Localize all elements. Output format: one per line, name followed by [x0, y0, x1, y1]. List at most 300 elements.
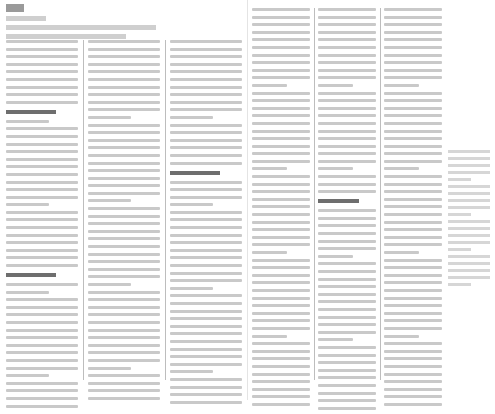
text-line: [170, 162, 242, 165]
text-line: [88, 169, 160, 172]
section-heading: [6, 110, 56, 114]
text-line: [170, 211, 242, 214]
text-line: [252, 23, 310, 26]
text-line: [252, 373, 310, 376]
footnote-line: [448, 213, 471, 216]
text-line: [88, 55, 160, 58]
text-line: [252, 319, 310, 322]
text-line: [318, 99, 376, 102]
text-line: [6, 165, 78, 168]
text-line: [318, 92, 376, 95]
text-line: [384, 152, 442, 155]
footnote-line: [448, 150, 490, 153]
text-line: [318, 338, 353, 341]
text-line: [384, 183, 442, 186]
text-line: [170, 325, 242, 328]
footnote-line: [448, 220, 490, 223]
text-line: [384, 297, 442, 300]
text-line: [318, 8, 376, 11]
text-line: [88, 275, 160, 278]
text-line: [170, 287, 213, 290]
section-heading: [170, 171, 220, 175]
text-line: [170, 294, 242, 297]
text-line: [88, 177, 160, 180]
right-column-3: [384, 8, 442, 410]
text-line: [318, 285, 376, 288]
text-line: [88, 131, 160, 134]
text-line: [170, 363, 242, 366]
text-line: [88, 329, 160, 332]
text-line: [318, 354, 376, 357]
text-line: [318, 38, 376, 41]
footnote-line: [448, 157, 490, 160]
text-line: [6, 291, 49, 294]
text-line: [170, 139, 242, 142]
text-line: [6, 86, 78, 89]
footnote-line: [448, 206, 490, 209]
text-line: [318, 270, 376, 273]
text-line: [88, 313, 160, 316]
text-line: [252, 236, 310, 239]
text-line: [88, 374, 160, 377]
text-line: [88, 367, 131, 370]
text-line: [170, 348, 242, 351]
text-line: [88, 215, 160, 218]
text-line: [252, 152, 310, 155]
text-line: [318, 331, 376, 334]
text-line: [170, 101, 242, 104]
text-line: [6, 48, 78, 51]
text-line: [318, 61, 376, 64]
text-line: [6, 158, 78, 161]
text-line: [88, 344, 160, 347]
article-subtitle-en: [6, 34, 126, 39]
text-line: [6, 405, 78, 408]
text-line: [318, 84, 353, 87]
right-column-1: [252, 8, 310, 410]
text-line: [170, 188, 242, 191]
text-line: [88, 78, 160, 81]
text-line: [384, 342, 442, 345]
text-line: [6, 359, 78, 362]
text-line: [6, 321, 78, 324]
text-line: [88, 40, 160, 43]
right-page: [248, 0, 495, 400]
text-line: [170, 124, 242, 127]
text-line: [88, 108, 160, 111]
section-heading: [6, 273, 56, 277]
text-line: [384, 76, 442, 79]
text-line: [318, 46, 376, 49]
text-line: [170, 63, 242, 66]
text-line: [6, 101, 78, 104]
text-line: [170, 370, 213, 373]
text-line: [88, 222, 160, 225]
text-line: [318, 217, 376, 220]
text-line: [318, 376, 376, 379]
text-line: [6, 150, 78, 153]
text-line: [170, 264, 242, 267]
text-line: [384, 54, 442, 57]
text-line: [88, 93, 160, 96]
text-line: [318, 54, 376, 57]
text-line: [88, 253, 160, 256]
text-line: [6, 120, 49, 123]
text-line: [252, 46, 310, 49]
text-line: [170, 93, 242, 96]
text-line: [170, 241, 242, 244]
text-line: [252, 266, 310, 269]
text-line: [318, 114, 376, 117]
text-line: [88, 245, 160, 248]
footnote-line: [448, 178, 471, 181]
text-line: [6, 143, 78, 146]
article-title: [6, 4, 24, 12]
text-line: [252, 122, 310, 125]
text-line: [6, 234, 78, 237]
footnote-line: [448, 248, 471, 251]
text-line: [170, 256, 242, 259]
text-line: [252, 342, 310, 345]
text-line: [170, 378, 242, 381]
text-line: [252, 335, 287, 338]
text-line: [318, 152, 376, 155]
text-line: [252, 84, 287, 87]
text-line: [6, 218, 78, 221]
text-line: [88, 351, 160, 354]
text-line: [88, 116, 131, 119]
text-line: [252, 69, 310, 72]
text-line: [252, 259, 310, 262]
text-line: [6, 93, 78, 96]
text-line: [170, 86, 242, 89]
text-line: [88, 389, 160, 392]
article-header: [6, 4, 206, 43]
text-line: [384, 122, 442, 125]
text-line: [252, 205, 310, 208]
text-line: [170, 70, 242, 73]
text-line: [384, 236, 442, 239]
text-line: [252, 8, 310, 11]
section-heading: [318, 199, 359, 203]
text-line: [6, 70, 78, 73]
text-line: [6, 283, 78, 286]
column-rule: [83, 40, 84, 380]
text-line: [88, 192, 160, 195]
text-line: [384, 289, 442, 292]
text-line: [252, 107, 310, 110]
left-page-footer: [6, 390, 9, 396]
text-line: [384, 312, 442, 315]
text-line: [6, 188, 78, 191]
text-line: [318, 190, 376, 193]
text-line: [6, 298, 78, 301]
text-line: [384, 373, 442, 376]
text-line: [6, 397, 78, 400]
text-line: [6, 351, 78, 354]
text-line: [88, 230, 160, 233]
text-line: [6, 344, 78, 347]
text-line: [384, 84, 419, 87]
text-line: [252, 251, 287, 254]
text-line: [88, 154, 160, 157]
column-rule: [380, 8, 381, 380]
text-line: [170, 203, 213, 206]
text-line: [384, 266, 442, 269]
text-line: [384, 243, 442, 246]
text-line: [384, 350, 442, 353]
text-line: [252, 99, 310, 102]
footnote-line: [448, 171, 490, 174]
text-line: [6, 63, 78, 66]
text-line: [170, 218, 242, 221]
text-line: [384, 23, 442, 26]
text-line: [170, 226, 242, 229]
text-line: [6, 40, 78, 43]
text-line: [252, 228, 310, 231]
text-line: [170, 116, 213, 119]
text-line: [384, 357, 442, 360]
text-line: [318, 183, 376, 186]
text-line: [88, 199, 131, 202]
text-line: [88, 397, 160, 400]
text-line: [170, 272, 242, 275]
text-line: [318, 392, 376, 395]
text-line: [88, 260, 160, 263]
text-line: [384, 281, 442, 284]
text-line: [252, 403, 310, 406]
text-line: [6, 226, 78, 229]
text-line: [384, 319, 442, 322]
right-page-footer: [486, 390, 489, 396]
text-line: [384, 137, 442, 140]
text-line: [252, 312, 310, 315]
text-line: [384, 380, 442, 383]
text-line: [6, 367, 78, 370]
text-line: [318, 122, 376, 125]
text-line: [88, 321, 160, 324]
text-line: [384, 327, 442, 330]
text-line: [318, 167, 353, 170]
text-line: [384, 167, 419, 170]
text-line: [252, 183, 310, 186]
text-line: [252, 274, 310, 277]
text-line: [6, 78, 78, 81]
text-line: [170, 302, 242, 305]
text-line: [318, 240, 376, 243]
text-line: [6, 241, 78, 244]
text-line: [6, 196, 78, 199]
text-line: [384, 274, 442, 277]
text-line: [252, 31, 310, 34]
text-line: [318, 130, 376, 133]
text-line: [6, 313, 78, 316]
text-line: [170, 196, 242, 199]
text-line: [88, 291, 160, 294]
text-line: [384, 259, 442, 262]
text-line: [384, 198, 442, 201]
text-line: [252, 145, 310, 148]
text-line: [384, 61, 442, 64]
text-line: [170, 279, 242, 282]
text-line: [252, 16, 310, 19]
text-line: [252, 114, 310, 117]
text-line: [252, 175, 310, 178]
text-line: [170, 234, 242, 237]
text-line: [318, 209, 376, 212]
text-line: [252, 160, 310, 163]
text-line: [252, 137, 310, 140]
text-line: [88, 306, 160, 309]
text-line: [88, 336, 160, 339]
text-line: [252, 388, 310, 391]
footnote-line: [448, 269, 490, 272]
text-line: [252, 213, 310, 216]
text-line: [170, 401, 242, 404]
text-line: [318, 31, 376, 34]
text-line: [384, 92, 442, 95]
text-line: [170, 48, 242, 51]
text-line: [252, 365, 310, 368]
text-line: [384, 114, 442, 117]
footnote-line: [448, 192, 490, 195]
text-line: [384, 16, 442, 19]
text-line: [318, 262, 376, 265]
text-line: [384, 99, 442, 102]
text-line: [252, 167, 287, 170]
text-line: [6, 203, 49, 206]
text-line: [170, 181, 242, 184]
left-column-3: [170, 40, 242, 408]
text-line: [318, 175, 376, 178]
text-line: [318, 160, 376, 163]
text-line: [88, 382, 160, 385]
text-line: [88, 283, 131, 286]
text-line: [318, 407, 376, 410]
left-page: [0, 0, 247, 400]
text-line: [384, 107, 442, 110]
text-line: [318, 16, 376, 19]
text-line: [170, 55, 242, 58]
text-line: [384, 221, 442, 224]
text-line: [170, 310, 242, 313]
text-line: [252, 92, 310, 95]
text-line: [6, 264, 78, 267]
text-line: [384, 31, 442, 34]
text-line: [318, 278, 376, 281]
text-line: [88, 237, 160, 240]
text-line: [384, 38, 442, 41]
text-line: [170, 355, 242, 358]
text-line: [88, 207, 160, 210]
text-line: [88, 86, 160, 89]
text-line: [6, 306, 78, 309]
text-line: [252, 61, 310, 64]
text-line: [88, 63, 160, 66]
text-line: [170, 108, 242, 111]
text-line: [252, 357, 310, 360]
text-line: [318, 76, 376, 79]
text-line: [170, 317, 242, 320]
text-line: [252, 380, 310, 383]
text-line: [384, 335, 419, 338]
text-line: [88, 268, 160, 271]
text-line: [252, 350, 310, 353]
text-line: [384, 175, 442, 178]
text-line: [88, 139, 160, 142]
text-line: [252, 243, 310, 246]
text-line: [252, 297, 310, 300]
text-line: [384, 395, 442, 398]
text-line: [384, 190, 442, 193]
footnote-line: [448, 276, 490, 279]
text-line: [384, 46, 442, 49]
text-line: [318, 255, 353, 258]
text-line: [88, 162, 160, 165]
footnotes: [448, 150, 490, 290]
text-line: [384, 228, 442, 231]
text-line: [252, 198, 310, 201]
text-line: [170, 78, 242, 81]
text-line: [384, 69, 442, 72]
text-line: [318, 137, 376, 140]
footnote-line: [448, 164, 490, 167]
left-column-2: [88, 40, 160, 405]
left-column-1: [6, 40, 78, 412]
text-line: [384, 145, 442, 148]
text-line: [6, 374, 49, 377]
text-line: [384, 160, 442, 163]
text-line: [318, 145, 376, 148]
text-line: [88, 298, 160, 301]
text-line: [318, 293, 376, 296]
text-line: [384, 205, 442, 208]
text-line: [252, 281, 310, 284]
text-line: [6, 211, 78, 214]
column-rule: [314, 8, 315, 380]
text-line: [318, 346, 376, 349]
footnote-line: [448, 234, 490, 237]
text-line: [6, 256, 78, 259]
text-line: [6, 249, 78, 252]
text-line: [170, 40, 242, 43]
text-line: [384, 403, 442, 406]
text-line: [170, 154, 242, 157]
text-line: [170, 131, 242, 134]
text-line: [88, 184, 160, 187]
text-line: [318, 232, 376, 235]
text-line: [318, 300, 376, 303]
article-subtitle-jp: [6, 25, 156, 30]
text-line: [252, 221, 310, 224]
text-line: [170, 249, 242, 252]
text-line: [252, 38, 310, 41]
footnote-line: [448, 199, 490, 202]
text-line: [88, 48, 160, 51]
text-line: [252, 327, 310, 330]
text-line: [6, 173, 78, 176]
text-line: [170, 393, 242, 396]
footnote-line: [448, 262, 490, 265]
text-line: [252, 304, 310, 307]
text-line: [318, 323, 376, 326]
text-line: [88, 146, 160, 149]
text-line: [170, 332, 242, 335]
footnote-line: [448, 283, 471, 286]
text-line: [252, 76, 310, 79]
text-line: [170, 340, 242, 343]
text-line: [252, 190, 310, 193]
